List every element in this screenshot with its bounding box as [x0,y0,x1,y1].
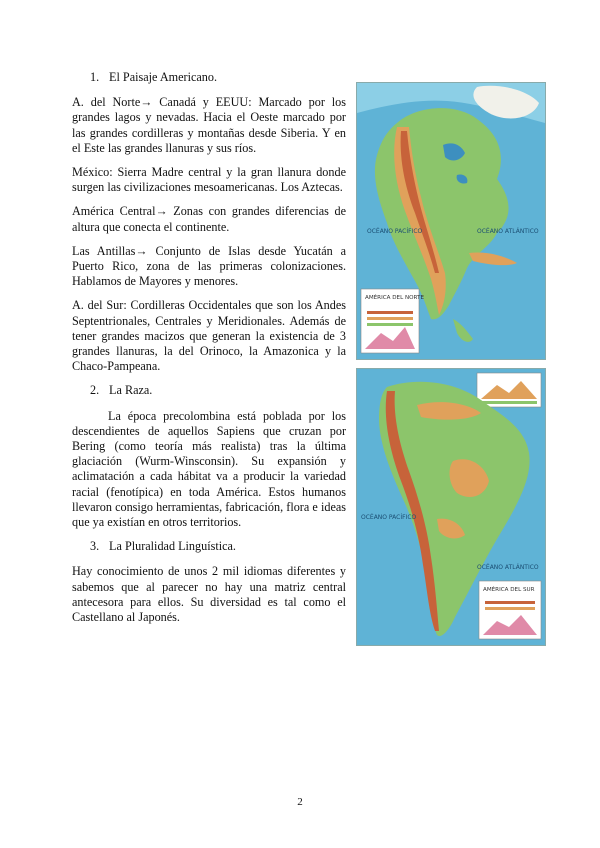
map-south-legend-title: AMÉRICA DEL SUR [483,587,535,593]
map-south-pacific-label: OCÉANO PACÍFICO [361,514,417,521]
paragraph-central: América Central→ Zonas con grandes diferencias de altura que conecta el continente. [72,204,346,234]
map-south-america [356,368,546,646]
map-south-america-image [357,369,545,645]
paragraph-pluralidad: Hay conocimiento de unos 2 mil idiomas diferentes y sabemos que al parecer no hay una matriz central antecesora para ellos. Su diversidad es tal como el Castellano al Japonés. [72,564,346,625]
paragraph-antillas: Las Antillas→ Conjunto de Islas desde Yucatán a Puerto Rico, zona de las primeras colonizaciones. Hablamos de Mayores y menores. [72,243,346,289]
map-north-pacific-label: OCÉANO PACÍFICO [367,228,423,235]
section-heading-pluralidad: 3. La Pluralidad Linguística. [90,539,236,554]
map-north-atlantic-label: OCÉANO ATLÁNTICO [477,228,539,235]
paragraph-mexico: México: Sierra Madre central y la gran llanura donde surgen las civilizaciones mesoamericanas. Los Aztecas. [72,165,346,195]
map-north-america-image [357,83,545,359]
paragraph-raza: La época precolombina está poblada por los descendientes de aquellos Sapiens que cruzan por Bering (como teoría más realista) tras la última glaciación (Wurm-Winsconsin). Su expansión y aclimatación a cada hábitat va a producir la variedad racial (fenotípica) en toda América. Estos humanos llevaron consigo herramientas, fabricación, flora e ideas que ya existían en otros territorios. [72,408,346,530]
map-north-legend-title: AMÉRICA DEL NORTE [365,295,424,301]
text-column [72,70,346,634]
paragraph-norte: A. del Norte→ Canadá y EEUU: Marcado por los grandes lagos y nevadas. Hacia el Oeste marcado por las grandes cordilleras y montañas desde Siberia. Y en el Este las grandes llanuras y sus ríos. [72,95,346,155]
map-north-america [356,82,546,360]
map-south-atlantic-label: OCÉANO ATLÁNTICO [477,564,539,571]
paragraph-sur: A. del Sur: Cordilleras Occidentales que son los Andes Septentrionales, Centrales y Meridionales. Además de tener grandes macizos que generan la existencia de 3 grandes llanuras, la del Orinoco, la Amazonica y la Chaco-Pampeana. [72,298,346,374]
page-number: 2 [297,796,303,808]
section-heading-raza: 2. La Raza. [90,383,153,398]
section-heading-paisaje: 1. El Paisaje Americano. [90,70,218,84]
